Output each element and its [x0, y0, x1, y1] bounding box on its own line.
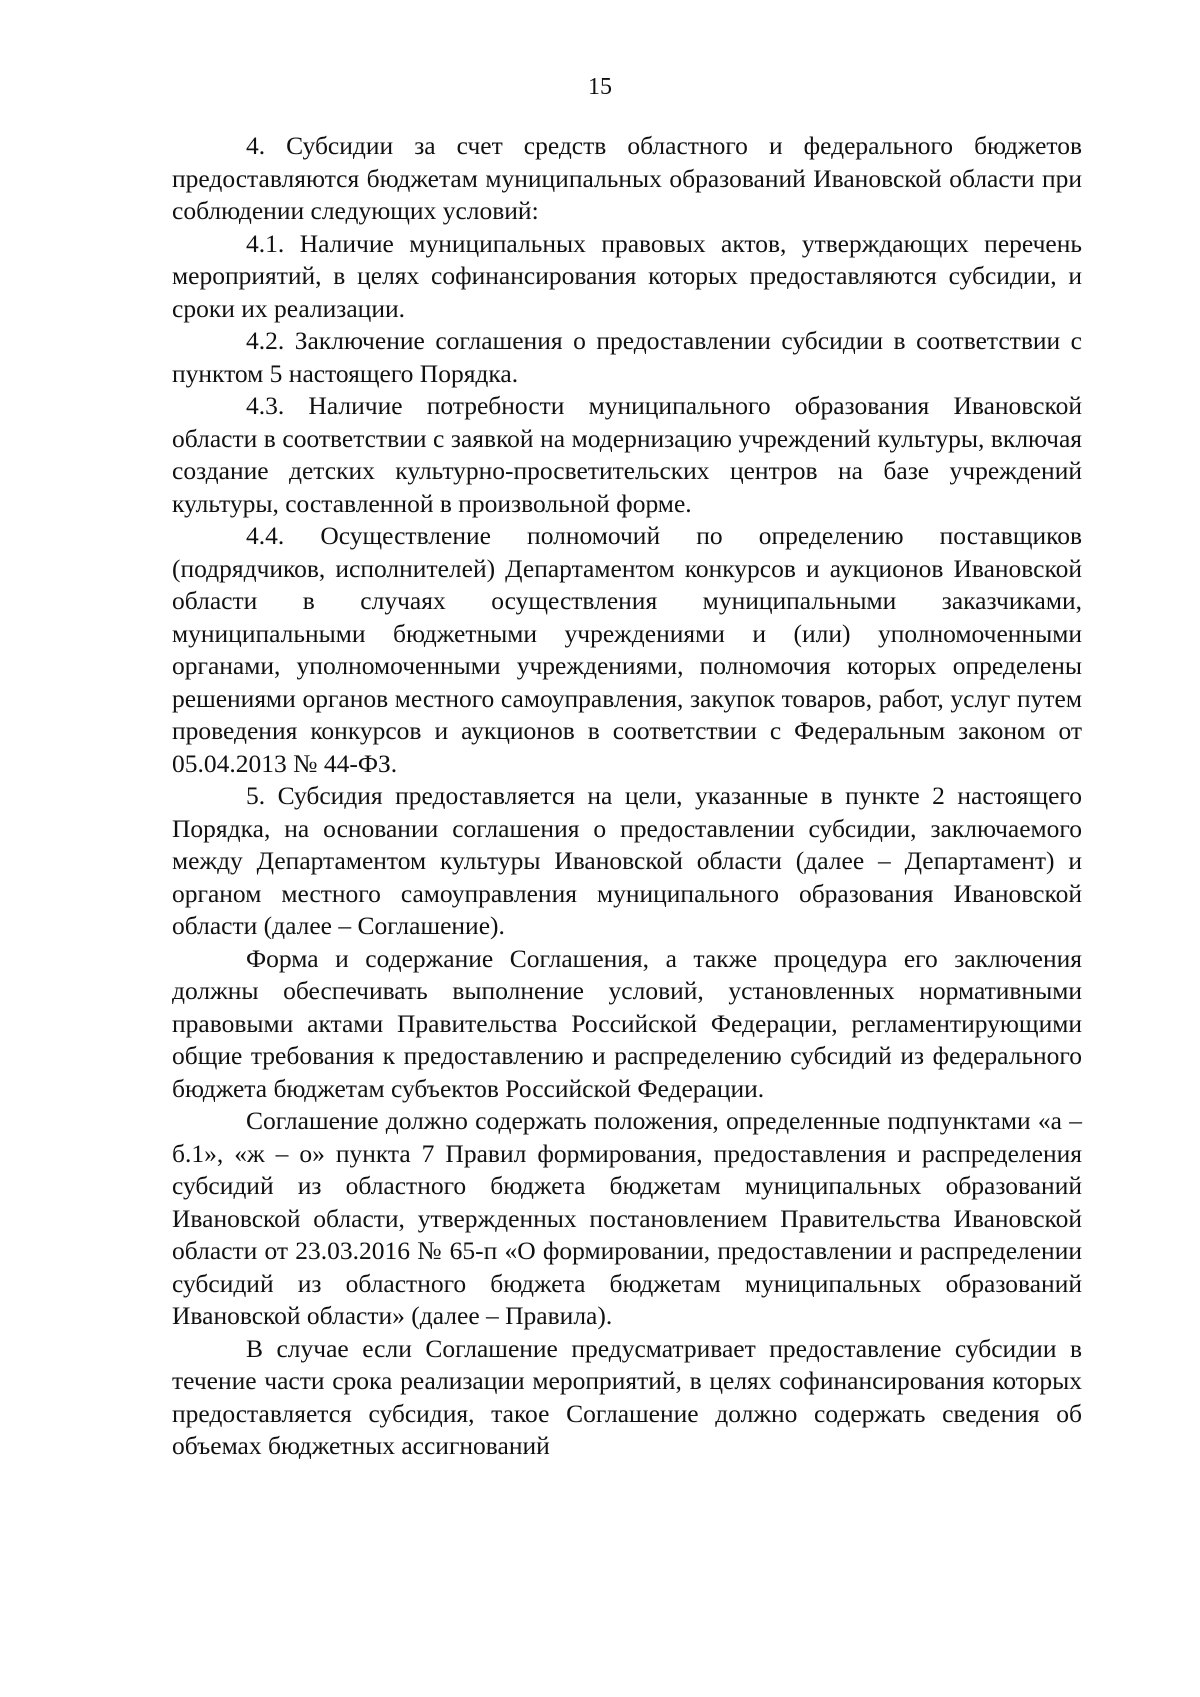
paragraph-4-3: 4.3. Наличие потребности муниципального образования Ивановской области в соответствии с заявкой на модернизацию учреждений культуры, включая создание детских культурно-просветительских центров на базе учреждений культуры, составленной в произвольной форме.: [172, 391, 1082, 518]
paragraph-4: 4. Субсидии за счет средств областного и федерального бюджетов предоставляются бюджетам муниципальных образований Ивановской области при соблюдении следующих условий:: [172, 131, 1082, 225]
paragraph-agreement-form: Форма и содержание Соглашения, а также процедура его заключения должны обеспечивать выполнение условий, установленных нормативными правовыми актами Правительства Российской Федерации, регламентирующими общие требования к предоставлению и распределению субсидий из федерального бюджета бюджетам субъектов Российской Федерации.: [172, 943, 1082, 1103]
document-body: [172, 130, 1082, 1463]
paragraph-4-1: 4.1. Наличие муниципальных правовых актов, утверждающих перечень мероприятий, в целях софинансирования которых предоставляются субсидии, и сроки их реализации.: [172, 228, 1082, 323]
paragraph-agreement-period: В случае если Соглашение предусматривает предоставление субсидии в течение части срока реализации мероприятий, в целях софинансирования которых предоставляется субсидия, такое Соглашение должно содержать сведения об объемах бюджетных ассигнований: [172, 1333, 1082, 1460]
page-number: 15: [588, 74, 612, 100]
paragraph-5: 5. Субсидия предоставляется на цели, указанные в пункте 2 настоящего Порядка, на основании соглашения о предоставлении субсидии, заключаемого между Департаментом культуры Ивановской области (далее – Департамент) и органом местного самоуправления муниципального образования Ивановской области (далее – Соглашение).: [172, 781, 1082, 940]
paragraph-4-2: 4.2. Заключение соглашения о предоставлении субсидии в соответствии с пунктом 5 настоящего Порядка.: [172, 326, 1082, 388]
paragraph-4-4: 4.4. Осуществление полномочий по определению поставщиков (подрядчиков, исполнителей) Департаментом конкурсов и аукционов Ивановской области в случаях осуществления муниципальными заказчиками, муниципальными бюджетными учреждениями и (или) уполномоченными органами, уполномоченными учреждениями, полномочия которых определены решениями органов местного самоуправления, закупок товаров, работ, услуг путем проведения конкурсов и аукционов в соответствии с Федеральным законом от 05.04.2013 № 44-ФЗ.: [172, 521, 1082, 778]
paragraph-agreement-content: Соглашение должно содержать положения, определенные подпунктами «а – б.1», «ж – о» пункта 7 Правил формирования, предоставления и распределения субсидий из областного бюджета бюджетам муниципальных образований Ивановской области, утвержденных постановлением Правительства Ивановской области от 23.03.2016 № 65-п «О формировании, предоставлении и распределении субсидий из областного бюджета бюджетам муниципальных образований Ивановской области» (далее – Правила).: [172, 1106, 1082, 1330]
